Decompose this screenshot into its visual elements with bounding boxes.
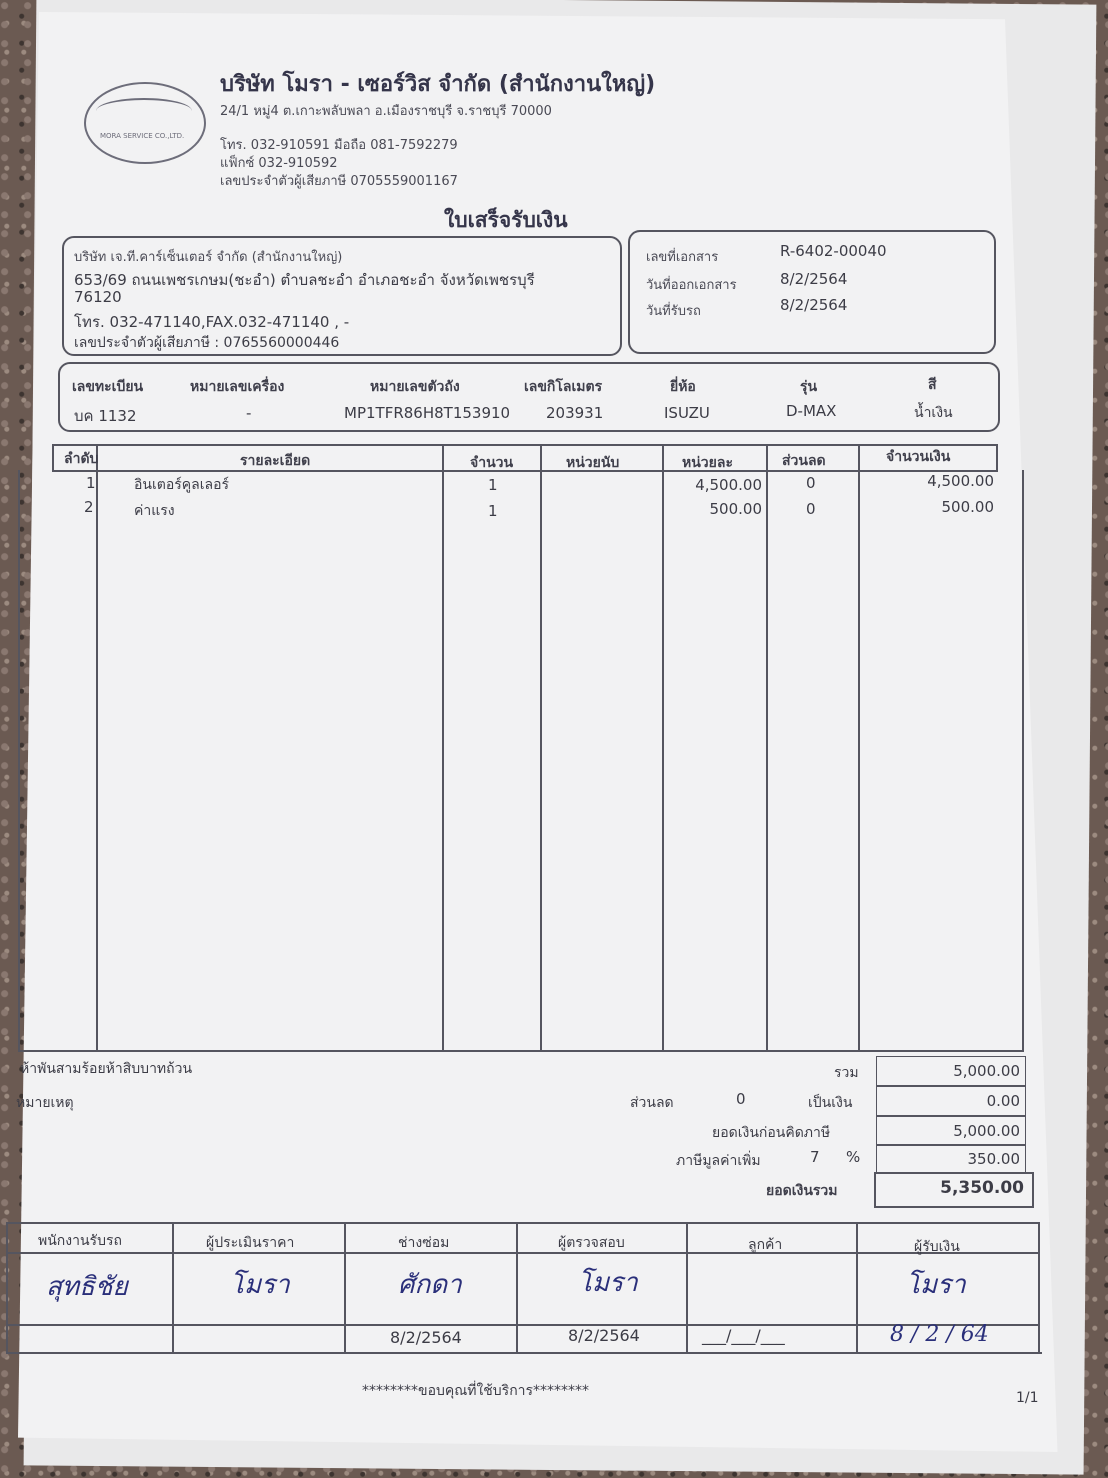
receive-date: 8/2/2564 <box>780 296 848 314</box>
customer-contact: โทร. 032-471140,FAX.032-471140 , - <box>74 313 350 331</box>
table-row-2-amount: 500.00 <box>941 498 994 516</box>
vehicle-brand: ISUZU <box>664 404 710 422</box>
vehicle-header-chassis: หมายเลขตัวถัง <box>370 379 460 395</box>
logo-text: MORA SERVICE CO.,LTD. <box>100 132 185 140</box>
vat-rate: 7 <box>810 1148 820 1166</box>
sig-header-inspector: ผู้ตรวจสอบ <box>558 1235 625 1251</box>
table-row-1-discount: 0 <box>806 474 816 492</box>
pre-tax-label: ยอดเงินก่อนคิดภาษี <box>712 1125 831 1141</box>
grand-total-value: 5,350.00 <box>940 1178 1024 1198</box>
table-row-2-description: ค่าแรง <box>134 503 175 519</box>
company-fax: แฟ็กซ์ 032-910592 <box>220 156 338 171</box>
pre-tax-value: 5,000.00 <box>953 1122 1020 1140</box>
vehicle-header-plate: เลขทะเบียน <box>72 379 144 395</box>
company-tax-id: เลขประจำตัวผู้เสียภาษี 0705559001167 <box>220 174 458 189</box>
table-row-2-qty: 1 <box>488 502 498 520</box>
items-header-unit: หน่วยนับ <box>566 455 620 471</box>
signature-cashier: โมรา <box>906 1270 966 1300</box>
grand-total-label: ยอดเงินรวม <box>766 1183 838 1199</box>
table-row-1-unit-price: 4,500.00 <box>695 476 762 494</box>
issue-date-label: วันที่ออกเอกสาร <box>646 278 737 293</box>
customer-address-line1: 653/69 ถนนเพชรเกษม(ชะอำ) ตำบลชะอำ อำเภอชะอำ จังหวัดเพชรบุรี <box>74 271 535 289</box>
table-row-1-amount: 4,500.00 <box>927 472 994 490</box>
sig-date-cashier: 8 / 2 / 64 <box>890 1322 989 1347</box>
table-row-1-qty: 1 <box>488 476 498 494</box>
company-phone: โทร. 032-910591 มือถือ 081-7592279 <box>220 138 458 153</box>
customer-name: บริษัท เจ.ที.คาร์เซ็นเตอร์ จำกัด (สำนักงานใหญ่) <box>74 250 343 265</box>
items-header-no: ลำดับ <box>64 451 99 467</box>
items-header-discount: ส่วนลด <box>782 453 826 469</box>
table-row-2-no: 2 <box>84 498 94 516</box>
company-address: 24/1 หมู่4 ต.เกาะพลับพลา อ.เมืองราชบุรี จ.ราชบุรี 70000 <box>220 104 552 119</box>
table-row-2-discount: 0 <box>806 500 816 518</box>
remark-label: หมายเหตุ <box>16 1095 74 1111</box>
vehicle-color: น้ำเงิน <box>914 405 953 421</box>
customer-address-line2: 76120 <box>74 288 122 306</box>
vehicle-chassis: MP1TFR86H8T153910 <box>344 404 511 422</box>
company-name: บริษัท โมรา - เซอร์วิส จำกัด (สำนักงานใหญ่) <box>220 72 656 97</box>
items-header-qty: จำนวน <box>470 455 514 471</box>
amount-in-words: ห้าพันสามร้อยห้าสิบบาทถ้วน <box>20 1061 193 1077</box>
sum-label: รวม <box>834 1065 859 1081</box>
sig-header-receiver: พนักงานรับรถ <box>38 1233 122 1249</box>
discount-value: 0 <box>736 1090 746 1108</box>
vehicle-header-color: สี <box>928 377 937 393</box>
as-money-value: 0.00 <box>986 1092 1020 1110</box>
customer-tax-id: เลขประจำตัวผู้เสียภาษี : 0765560000446 <box>74 335 340 351</box>
vehicle-header-mileage: เลขกิโลเมตร <box>524 379 603 395</box>
issue-date: 8/2/2564 <box>780 270 848 288</box>
vehicle-header-brand: ยี่ห้อ <box>670 379 696 395</box>
sum-value: 5,000.00 <box>953 1062 1020 1080</box>
signature-inspector: โมรา <box>578 1268 638 1298</box>
sig-date-inspector: 8/2/2564 <box>568 1326 640 1345</box>
car-logo-icon <box>96 98 192 124</box>
vehicle-header-engine: หมายเลขเครื่อง <box>190 379 285 395</box>
sig-header-cashier: ผู้รับเงิน <box>914 1239 960 1255</box>
items-header-unit-price: หน่วยละ <box>682 455 733 471</box>
vat-label: ภาษีมูลค่าเพิ่ม <box>676 1153 761 1169</box>
vat-value: 350.00 <box>967 1150 1020 1168</box>
signature-mechanic: ศักดา <box>398 1270 462 1300</box>
document-title: ใบเสร็จรับเงิน <box>444 208 568 232</box>
vehicle-plate: บค 1132 <box>74 407 137 425</box>
table-row-1-description: อินเตอร์คูลเลอร์ <box>134 477 230 493</box>
doc-no-label: เลขที่เอกสาร <box>646 250 719 265</box>
items-header-description: รายละเอียด <box>240 453 311 469</box>
sig-header-customer: ลูกค้า <box>748 1237 783 1253</box>
vehicle-model: D-MAX <box>786 402 837 420</box>
thank-you-note: ********ขอบคุณที่ใช้บริการ******** <box>362 1383 590 1399</box>
vehicle-engine: - <box>246 404 252 422</box>
table-row-1-no: 1 <box>86 474 96 492</box>
table-row-2-unit-price: 500.00 <box>709 500 762 518</box>
as-money-label: เป็นเงิน <box>808 1095 853 1111</box>
vat-percent-sign: % <box>846 1148 861 1166</box>
signature-receiver: สุทธิชัย <box>46 1272 128 1302</box>
discount-label: ส่วนลด <box>630 1095 674 1111</box>
vehicle-mileage: 203931 <box>546 404 604 422</box>
page-number: 1/1 <box>1016 1390 1039 1406</box>
sig-header-estimator: ผู้ประเมินราคา <box>206 1235 295 1251</box>
items-header-amount: จำนวนเงิน <box>886 449 951 465</box>
company-logo <box>84 82 206 164</box>
doc-no: R-6402-00040 <box>780 242 887 260</box>
receive-date-label: วันที่รับรถ <box>646 304 701 319</box>
signature-estimator: โมรา <box>230 1270 290 1300</box>
sig-date-mechanic: 8/2/2564 <box>390 1328 462 1347</box>
sig-header-mechanic: ช่างซ่อม <box>398 1235 450 1251</box>
sig-date-customer: ___/___/___ <box>702 1326 785 1345</box>
vehicle-header-model: รุ่น <box>800 379 818 395</box>
